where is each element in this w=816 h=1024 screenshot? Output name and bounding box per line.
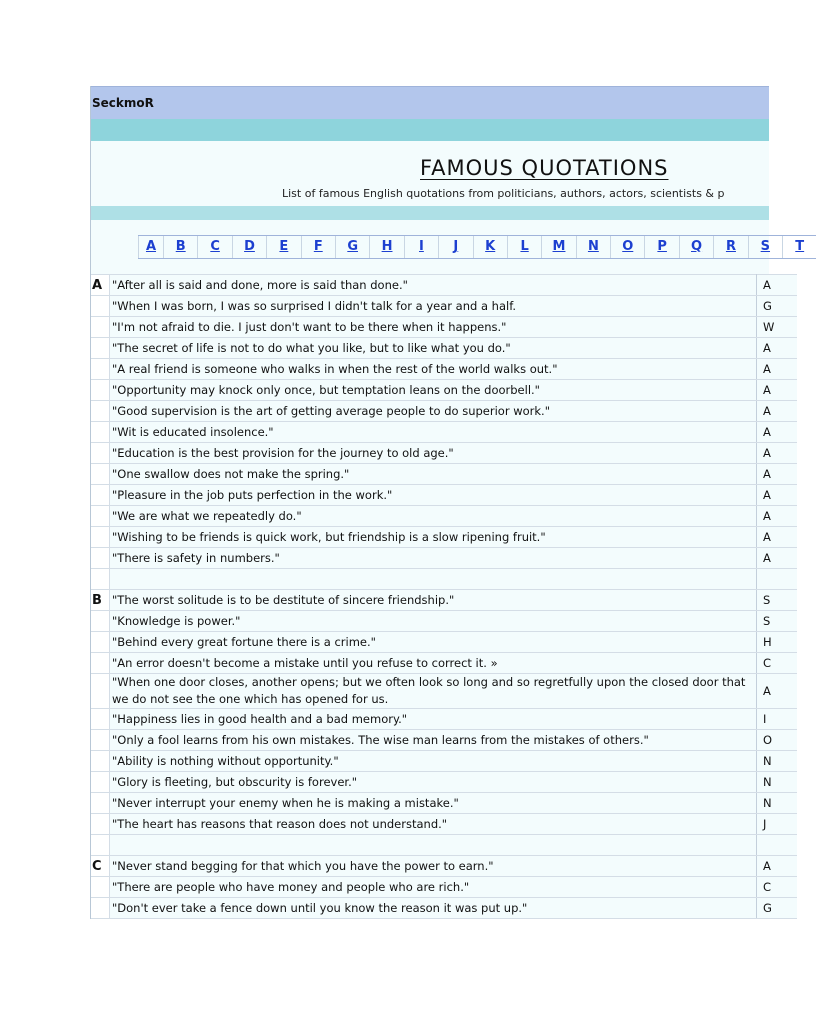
alphabet-link-q[interactable]: Q bbox=[679, 236, 713, 258]
table-row bbox=[91, 527, 797, 548]
table-row bbox=[91, 317, 797, 338]
alphabet-nav-area bbox=[91, 220, 805, 274]
quote-cell: "There are people who have money and people who are rich." bbox=[110, 877, 757, 898]
letter-cell bbox=[91, 898, 110, 919]
title-area bbox=[91, 141, 769, 206]
alphabet-link-b[interactable]: B bbox=[163, 236, 197, 258]
alphabet-link-l[interactable]: L bbox=[507, 236, 541, 258]
author-cell: A bbox=[757, 485, 798, 506]
letter-cell bbox=[91, 443, 110, 464]
alphabet-link-t[interactable]: T bbox=[782, 236, 816, 258]
quote-cell: "Happiness lies in good health and a bad memory." bbox=[110, 709, 757, 730]
table-row bbox=[91, 359, 797, 380]
author-cell: N bbox=[757, 751, 798, 772]
table-row bbox=[91, 709, 797, 730]
table-row bbox=[91, 275, 797, 296]
section-letter: A bbox=[91, 275, 110, 296]
spreadsheet-page bbox=[90, 86, 805, 919]
letter-cell bbox=[91, 464, 110, 485]
letter-cell bbox=[91, 506, 110, 527]
table-row bbox=[91, 443, 797, 464]
quote-cell: "Only a fool learns from his own mistakes. The wise man learns from the mistakes of others." bbox=[110, 730, 757, 751]
author-cell: A bbox=[757, 464, 798, 485]
letter-cell bbox=[91, 422, 110, 443]
author-cell: N bbox=[757, 772, 798, 793]
author-cell: A bbox=[757, 380, 798, 401]
table-row bbox=[91, 380, 797, 401]
alphabet-nav bbox=[138, 235, 816, 259]
author-cell: A bbox=[757, 401, 798, 422]
letter-cell bbox=[91, 380, 110, 401]
table-row bbox=[91, 772, 797, 793]
author-cell: S bbox=[757, 590, 798, 611]
quote-cell: "We are what we repeatedly do." bbox=[110, 506, 757, 527]
author-cell: W bbox=[757, 317, 798, 338]
alphabet-link-e[interactable]: E bbox=[266, 236, 300, 258]
table-row bbox=[91, 898, 797, 919]
table-row bbox=[91, 611, 797, 632]
letter-cell bbox=[91, 632, 110, 653]
quote-cell: "Wit is educated insolence." bbox=[110, 422, 757, 443]
author-cell: G bbox=[757, 898, 798, 919]
letter-cell bbox=[91, 877, 110, 898]
quote-cell: "Pleasure in the job puts perfection in the work." bbox=[110, 485, 757, 506]
letter-cell bbox=[91, 611, 110, 632]
table-row bbox=[91, 338, 797, 359]
quote-cell: "The worst solitude is to be destitute of sincere friendship." bbox=[110, 590, 757, 611]
quote-cell: "When one door closes, another opens; but we often look so long and so regretfully upon the closed door that we do not see the one which has opened for us. bbox=[110, 674, 757, 709]
letter-cell bbox=[91, 709, 110, 730]
quote-cell: "When I was born, I was so surprised I didn't talk for a year and a half. bbox=[110, 296, 757, 317]
quote-cell: "Opportunity may knock only once, but temptation leans on the doorbell." bbox=[110, 380, 757, 401]
page-title: FAMOUS QUOTATIONS bbox=[420, 156, 669, 180]
author-cell: A bbox=[757, 674, 798, 709]
letter-cell bbox=[91, 296, 110, 317]
table-row bbox=[91, 506, 797, 527]
empty-cell bbox=[757, 835, 798, 856]
empty-cell bbox=[110, 835, 757, 856]
table-row bbox=[91, 730, 797, 751]
spacer-row bbox=[91, 835, 797, 856]
table-row bbox=[91, 814, 797, 835]
quote-cell: "Never stand begging for that which you have the power to earn." bbox=[110, 856, 757, 877]
quote-cell: "Ability is nothing without opportunity." bbox=[110, 751, 757, 772]
table-row bbox=[91, 632, 797, 653]
quote-cell: "Good supervision is the art of getting average people to do superior work." bbox=[110, 401, 757, 422]
alphabet-link-f[interactable]: F bbox=[301, 236, 335, 258]
empty-cell bbox=[757, 569, 798, 590]
quote-cell: "Behind every great fortune there is a crime." bbox=[110, 632, 757, 653]
author-cell: S bbox=[757, 611, 798, 632]
letter-cell bbox=[91, 730, 110, 751]
divider-band bbox=[91, 206, 769, 220]
quote-cell: "Glory is fleeting, but obscurity is forever." bbox=[110, 772, 757, 793]
author-cell: A bbox=[757, 422, 798, 443]
author-cell: C bbox=[757, 653, 798, 674]
letter-cell bbox=[91, 401, 110, 422]
author-cell: A bbox=[757, 548, 798, 569]
quote-cell: "A real friend is someone who walks in when the rest of the world walks out." bbox=[110, 359, 757, 380]
quote-cell: "Never interrupt your enemy when he is making a mistake." bbox=[110, 793, 757, 814]
quotes-table bbox=[91, 274, 797, 919]
alphabet-link-o[interactable]: O bbox=[610, 236, 644, 258]
author-cell: A bbox=[757, 506, 798, 527]
quote-cell: "There is safety in numbers." bbox=[110, 548, 757, 569]
table-row bbox=[91, 653, 797, 674]
table-row bbox=[91, 464, 797, 485]
table-row bbox=[91, 590, 797, 611]
header-band bbox=[91, 119, 769, 141]
letter-cell bbox=[91, 338, 110, 359]
quote-cell: "The heart has reasons that reason does not understand." bbox=[110, 814, 757, 835]
author-cell: J bbox=[757, 814, 798, 835]
alphabet-link-r[interactable]: R bbox=[713, 236, 747, 258]
quote-cell: "The secret of life is not to do what you like, but to like what you do." bbox=[110, 338, 757, 359]
quote-cell: "One swallow does not make the spring." bbox=[110, 464, 757, 485]
letter-cell bbox=[91, 485, 110, 506]
author-cell: C bbox=[757, 877, 798, 898]
alphabet-link-c[interactable]: C bbox=[197, 236, 231, 258]
empty-cell bbox=[91, 835, 110, 856]
author-cell: A bbox=[757, 443, 798, 464]
author-cell: H bbox=[757, 632, 798, 653]
quote-cell: "Education is the best provision for the journey to old age." bbox=[110, 443, 757, 464]
author-cell: O bbox=[757, 730, 798, 751]
alphabet-link-n[interactable]: N bbox=[576, 236, 610, 258]
empty-cell bbox=[91, 569, 110, 590]
table-row bbox=[91, 877, 797, 898]
quote-cell: "Wishing to be friends is quick work, but friendship is a slow ripening fruit." bbox=[110, 527, 757, 548]
quote-cell: "Don't ever take a fence down until you know the reason it was put up." bbox=[110, 898, 757, 919]
author-cell: A bbox=[757, 856, 798, 877]
quote-cell: "Knowledge is power." bbox=[110, 611, 757, 632]
section-letter: B bbox=[91, 590, 110, 611]
letter-cell bbox=[91, 548, 110, 569]
letter-cell bbox=[91, 527, 110, 548]
author-cell: A bbox=[757, 338, 798, 359]
letter-cell bbox=[91, 772, 110, 793]
letter-cell bbox=[91, 814, 110, 835]
alphabet-link-j[interactable]: J bbox=[438, 236, 472, 258]
letter-cell bbox=[91, 751, 110, 772]
alphabet-link-h[interactable]: H bbox=[369, 236, 403, 258]
table-row bbox=[91, 422, 797, 443]
alphabet-link-m[interactable]: M bbox=[541, 236, 575, 258]
alphabet-link-d[interactable]: D bbox=[232, 236, 266, 258]
alphabet-link-s[interactable]: S bbox=[748, 236, 782, 258]
spacer-row bbox=[91, 569, 797, 590]
quote-cell: "After all is said and done, more is said than done." bbox=[110, 275, 757, 296]
letter-cell bbox=[91, 359, 110, 380]
letter-cell bbox=[91, 793, 110, 814]
brand-header: SeckmoR bbox=[91, 86, 769, 119]
author-cell: N bbox=[757, 793, 798, 814]
author-cell: I bbox=[757, 709, 798, 730]
table-row bbox=[91, 296, 797, 317]
table-row bbox=[91, 674, 797, 709]
letter-cell bbox=[91, 653, 110, 674]
alphabet-link-g[interactable]: G bbox=[335, 236, 369, 258]
table-row bbox=[91, 401, 797, 422]
alphabet-link-p[interactable]: P bbox=[644, 236, 678, 258]
quote-cell: "I'm not afraid to die. I just don't want to be there when it happens." bbox=[110, 317, 757, 338]
table-row bbox=[91, 856, 797, 877]
letter-cell bbox=[91, 674, 110, 709]
empty-cell bbox=[110, 569, 757, 590]
author-cell: G bbox=[757, 296, 798, 317]
section-letter: C bbox=[91, 856, 110, 877]
table-row bbox=[91, 751, 797, 772]
page-subtitle: List of famous English quotations from politicians, authors, actors, scientists & p bbox=[282, 187, 725, 200]
alphabet-link-k[interactable]: K bbox=[473, 236, 507, 258]
author-cell: A bbox=[757, 359, 798, 380]
alphabet-link-a[interactable]: A bbox=[138, 236, 163, 258]
author-cell: A bbox=[757, 275, 798, 296]
alphabet-link-i[interactable]: I bbox=[404, 236, 438, 258]
quote-cell: "An error doesn't become a mistake until you refuse to correct it. » bbox=[110, 653, 757, 674]
author-cell: A bbox=[757, 527, 798, 548]
table-row bbox=[91, 793, 797, 814]
table-row bbox=[91, 548, 797, 569]
letter-cell bbox=[91, 317, 110, 338]
table-row bbox=[91, 485, 797, 506]
